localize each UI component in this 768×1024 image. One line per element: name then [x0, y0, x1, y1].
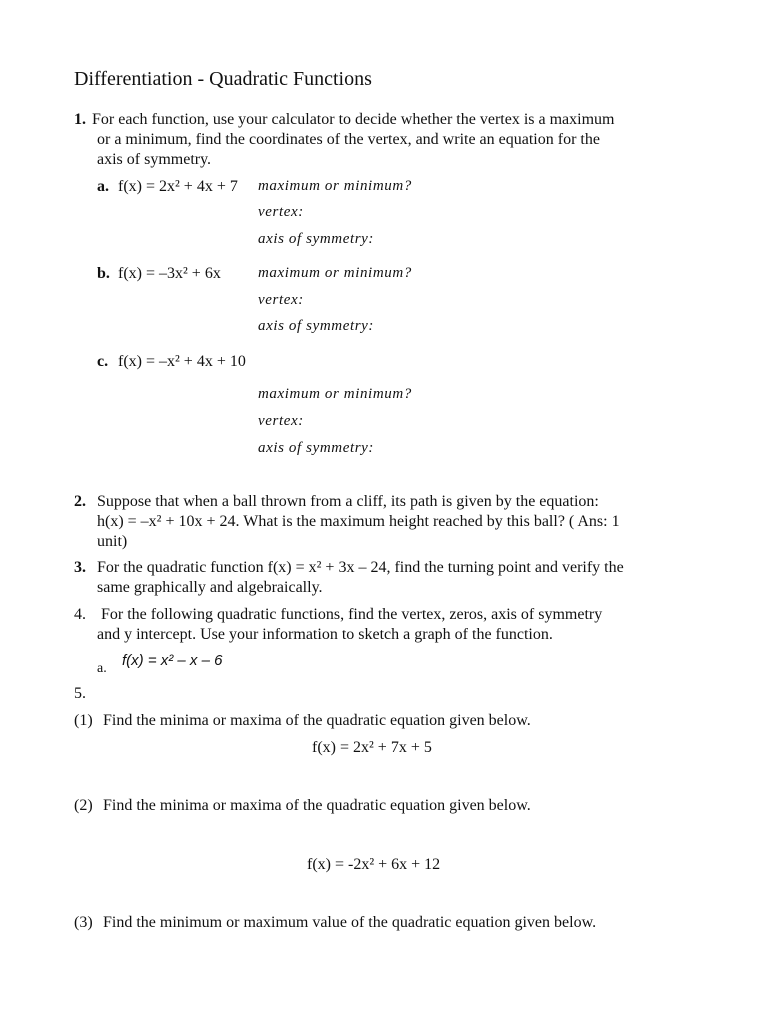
part-equation: f(x) = –3x² + 6x — [118, 265, 221, 282]
item-label: (2) — [74, 797, 93, 814]
part-equation: f(x) = –x² + 4x + 10 — [118, 353, 246, 370]
item-equation: f(x) = 2x² + 7x + 5 — [312, 739, 432, 756]
item-text: Find the minimum or maximum value of the quadratic equation given below. — [103, 914, 597, 931]
part-equation: f(x) = 2x² + 4x + 7 — [118, 178, 238, 195]
prompt-max-min: maximum or minimum? — [258, 265, 412, 281]
question-number: 5. — [74, 685, 86, 702]
question-text-line: or a minimum, find the coordinates of the vertex, and write an equation for the — [97, 131, 600, 148]
prompt-max-min: maximum or minimum? — [258, 386, 412, 402]
question-text-line: same graphically and algebraically. — [97, 579, 323, 596]
item-text: Find the minima or maxima of the quadratic equation given below. — [103, 797, 531, 814]
item-label: (3) — [74, 914, 93, 931]
item-label: (1) — [74, 712, 93, 729]
part-label: a. — [97, 661, 107, 676]
question-number: 1. — [74, 111, 86, 128]
question-text-line: and y intercept. Use your information to sketch a graph of the function. — [97, 626, 553, 643]
prompt-vertex: vertex: — [258, 292, 304, 308]
question-text-line: For the following quadratic functions, find the vertex, zeros, axis of symmetry — [101, 606, 603, 623]
prompt-vertex: vertex: — [258, 413, 304, 429]
part-label: b. — [97, 265, 110, 282]
prompt-max-min: maximum or minimum? — [258, 178, 412, 194]
question-text-line: For the quadratic function f(x) = x² + 3x – 24, find the turning point and verify the — [97, 559, 624, 576]
question-text-line: h(x) = –x² + 10x + 24. What is the maximum height reached by this ball? ( Ans: 1 — [97, 513, 620, 530]
part-label: a. — [97, 178, 109, 195]
part-equation: f(x) = x² – x – 6 — [122, 652, 223, 669]
part-label: c. — [97, 353, 109, 370]
item-text: Find the minima or maxima of the quadratic equation given below. — [103, 712, 531, 729]
question-number: 4. — [74, 606, 86, 623]
question-text-line: Suppose that when a ball thrown from a cliff, its path is given by the equation: — [97, 493, 599, 510]
question-text-line: unit) — [97, 533, 128, 550]
question-number: 3. — [74, 559, 86, 576]
prompt-axis: axis of symmetry: — [258, 231, 375, 247]
prompt-axis: axis of symmetry: — [258, 318, 375, 334]
question-text-line: axis of symmetry. — [97, 151, 212, 168]
prompt-vertex: vertex: — [258, 204, 304, 220]
prompt-axis: axis of symmetry: — [258, 440, 375, 456]
question-text-line: For each function, use your calculator to decide whether the vertex is a maximum — [92, 111, 615, 128]
question-number: 2. — [74, 493, 86, 510]
item-equation: f(x) = -2x² + 6x + 12 — [307, 856, 441, 873]
page-title: Differentiation - Quadratic Functions — [74, 68, 372, 90]
